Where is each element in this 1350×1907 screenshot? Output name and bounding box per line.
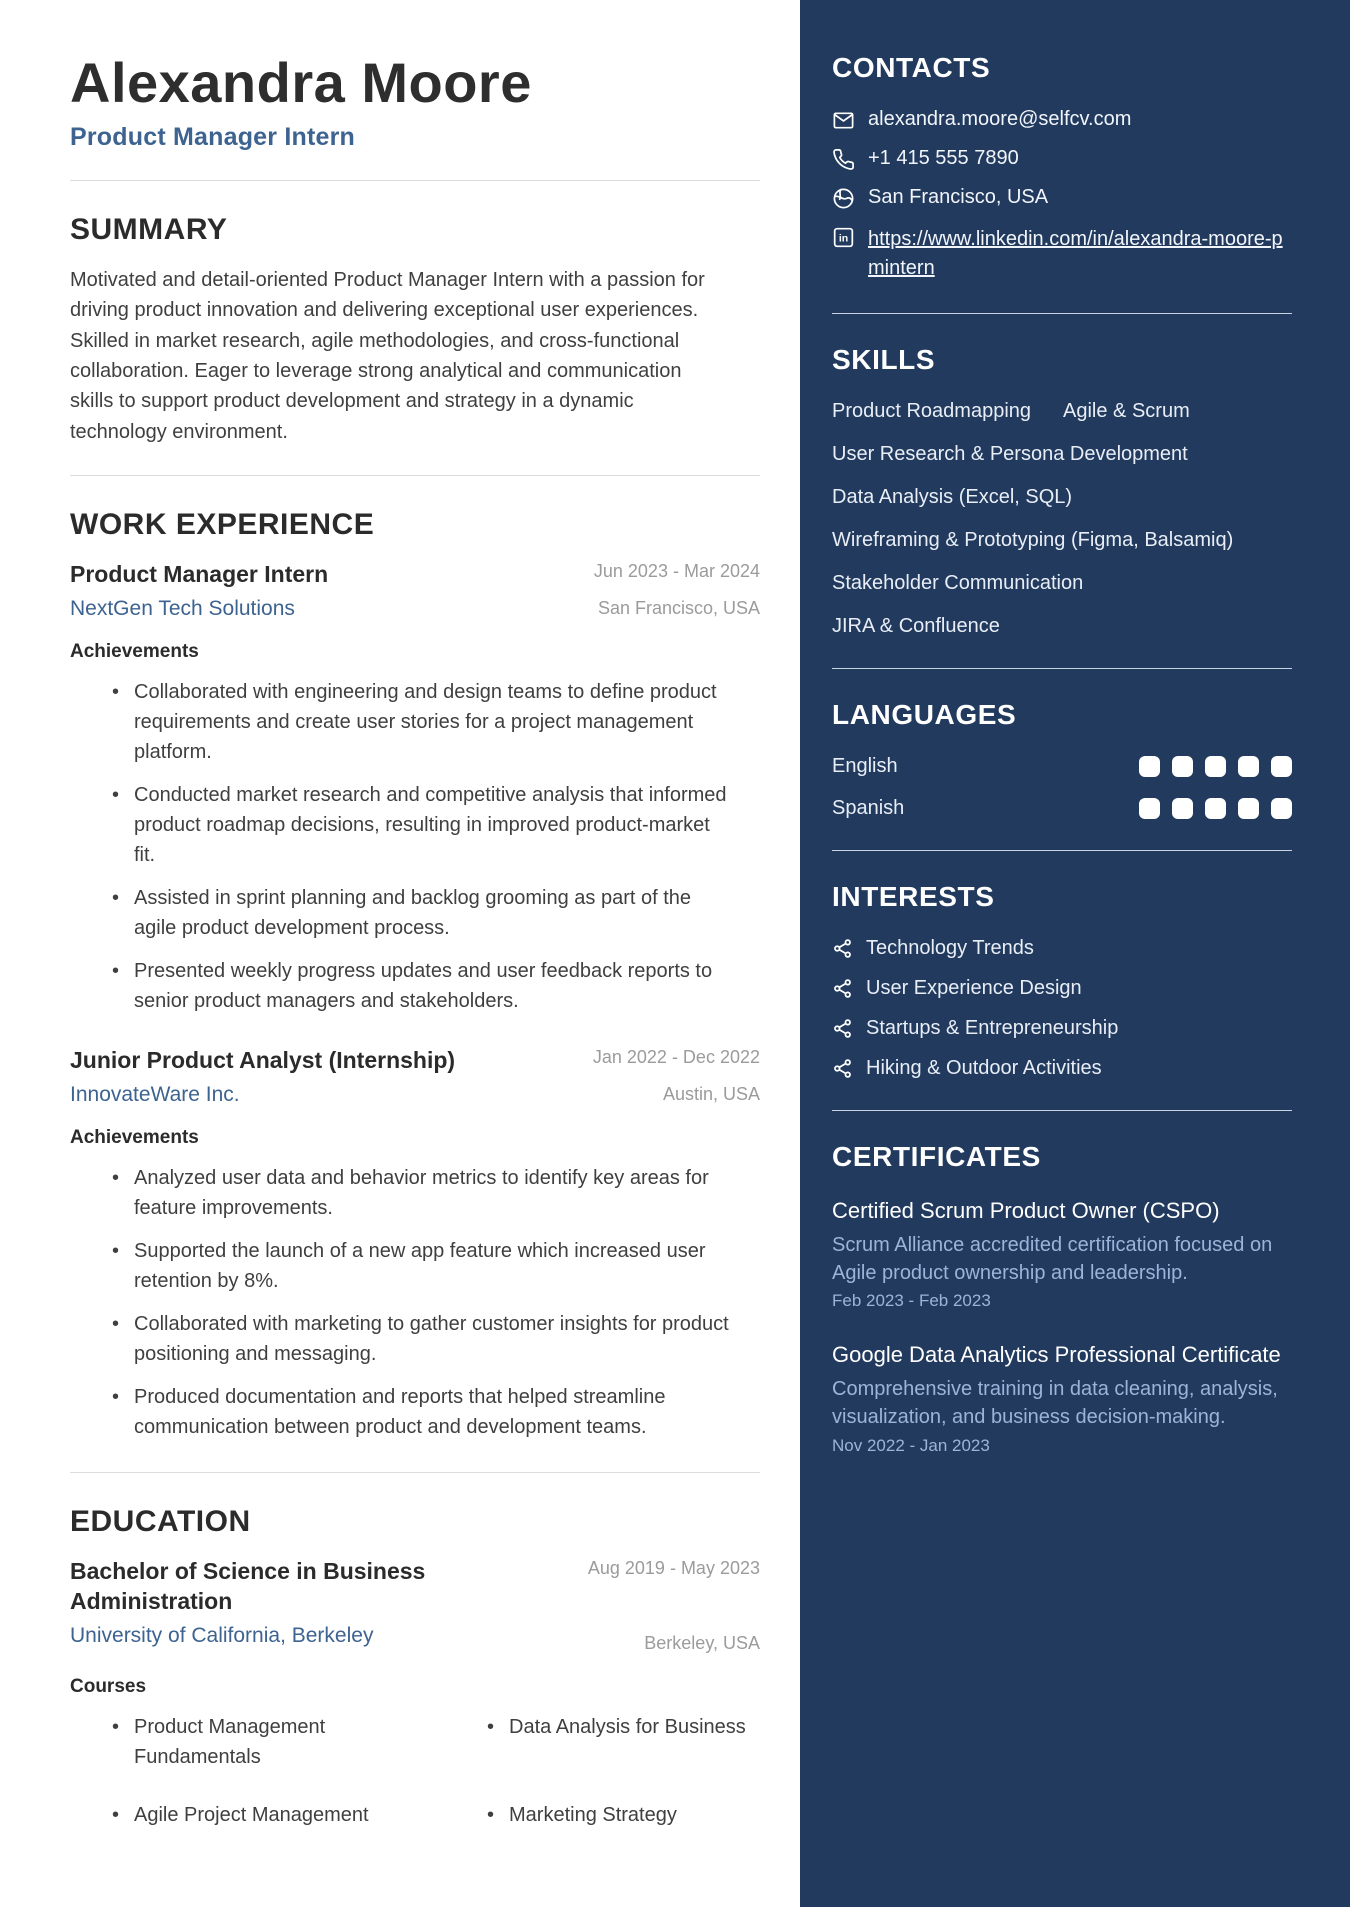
level-dot — [1172, 756, 1193, 777]
divider — [70, 475, 760, 476]
achievements-list — [70, 1163, 760, 1442]
divider — [832, 668, 1292, 669]
skill-row — [832, 400, 1292, 423]
interest-item: Technology Trends — [866, 937, 1034, 959]
sidebar — [800, 0, 1350, 1907]
skill-item: JIRA & Confluence — [832, 615, 1000, 637]
education-location: Berkeley, USA — [644, 1633, 760, 1654]
level-dot — [1139, 798, 1160, 819]
job-company: NextGen Tech Solutions — [70, 596, 295, 620]
achievement-item: • Conducted market research and competitive analysis that informed product roadmap decisions, resulting in improved product-market fit. — [70, 780, 730, 870]
course-item: • Data Analysis for Business — [445, 1712, 760, 1742]
language-row — [832, 755, 1292, 778]
job-title: Product Manager Intern — [70, 561, 329, 588]
certificate-dates: Nov 2022 - Jan 2023 — [832, 1435, 990, 1455]
job-location: San Francisco, USA — [597, 598, 760, 619]
skill-item: Product Roadmapping — [832, 400, 1032, 422]
language-name: Spanish — [832, 797, 905, 819]
interests-heading: INTERESTS — [832, 881, 995, 912]
contact-phone: +1 415 555 7890 — [868, 147, 1019, 169]
achievement-item: • Collaborated with marketing to gather customer insights for product positioning and messaging. — [70, 1309, 730, 1369]
certificate-title: Certified Scrum Product Owner (CSPO) — [832, 1198, 1220, 1223]
level-dot — [1271, 798, 1292, 819]
level-dot — [1205, 798, 1226, 819]
education-heading: EDUCATION — [70, 1504, 251, 1538]
linkedin-icon — [832, 226, 855, 249]
achievement-item: • Collaborated with engineering and design teams to define product requirements and create user stories for a project management platform. — [70, 677, 730, 767]
job-dates: Jan 2022 - Dec 2022 — [592, 1046, 760, 1067]
achievement-item: • Presented weekly progress updates and user feedback reports to senior product managers and stakeholders. — [70, 956, 730, 1016]
contact-email: alexandra.moore@selfcv.com — [868, 108, 1132, 130]
interest-row — [832, 977, 1292, 1000]
contact-linkedin-row — [832, 225, 1292, 283]
interest-row — [832, 1057, 1292, 1080]
summary-text: Motivated and detail-oriented Product Manager Intern with a passion for driving product innovation and delivering exceptional user experiences. Skilled in market research, agile methodologies, and cross-functional collaboration. Eager to leverage strong analytical and communication skills to support product development and strategy in a dynamic technology environment. — [70, 268, 705, 443]
achievement-item: • Supported the launch of a new app feature which increased user retention by 8%. — [70, 1236, 730, 1296]
phone-icon — [832, 148, 855, 171]
level-dot — [1205, 756, 1226, 777]
network-nodes-icon — [832, 1018, 853, 1039]
achievement-item: • Analyzed user data and behavior metrics to identify key areas for feature improvements. — [70, 1163, 730, 1223]
language-row — [832, 797, 1292, 820]
education-entry — [70, 1557, 760, 1830]
person-title: Product Manager Intern — [70, 122, 355, 151]
network-nodes-icon — [832, 978, 853, 999]
skill-item: User Research & Persona Development — [832, 443, 1188, 465]
achievements-list — [70, 677, 760, 1016]
contact-location: San Francisco, USA — [868, 186, 1049, 208]
job-dates: Jun 2023 - Mar 2024 — [593, 561, 760, 582]
interest-item: Hiking & Outdoor Activities — [866, 1057, 1102, 1079]
education-dates: Aug 2019 - May 2023 — [587, 1557, 760, 1578]
svg-text:in: in — [838, 232, 849, 245]
skill-item: Data Analysis (Excel, SQL) — [832, 486, 1073, 508]
network-nodes-icon — [832, 1058, 853, 1079]
language-level-indicator — [1139, 798, 1292, 819]
course-item: • Agile Project Management — [70, 1800, 445, 1830]
courses-label: Courses — [70, 1675, 147, 1697]
divider — [70, 1472, 760, 1473]
skill-item: Agile & Scrum — [1063, 400, 1190, 422]
divider — [832, 313, 1292, 314]
contacts-heading: CONTACTS — [832, 52, 991, 83]
contact-location-row — [832, 186, 1292, 210]
level-dot — [1271, 756, 1292, 777]
certificate-entry — [832, 1341, 1292, 1455]
work-entry — [70, 560, 760, 1016]
divider — [70, 180, 760, 181]
achievements-label: Achievements — [70, 640, 199, 662]
globe-icon — [832, 187, 855, 210]
level-dot — [1238, 756, 1259, 777]
linkedin-link[interactable]: https://www.linkedin.com/in/alexandra-moore-pmintern — [868, 228, 1283, 279]
network-nodes-icon — [832, 938, 853, 959]
school-name: University of California, Berkeley — [70, 1623, 374, 1647]
certificate-entry — [832, 1197, 1292, 1311]
certificate-description: Scrum Alliance accredited certification focused on Agile product ownership and leadership. — [832, 1233, 1273, 1284]
divider — [832, 850, 1292, 851]
level-dot — [1238, 798, 1259, 819]
certificate-description: Comprehensive training in data cleaning, analysis, visualization, and business decision-making. — [832, 1377, 1278, 1429]
work-experience-heading: WORK EXPERIENCE — [70, 508, 375, 542]
contact-phone-row — [832, 147, 1292, 171]
interest-row — [832, 1017, 1292, 1040]
achievement-item: • Assisted in sprint planning and backlog grooming as part of the agile product development process. — [70, 883, 730, 943]
certificate-title: Google Data Analytics Professional Certificate — [832, 1342, 1281, 1368]
achievement-item: • Produced documentation and reports that helped streamline communication between product and development teams. — [70, 1382, 730, 1442]
skills-heading: SKILLS — [832, 344, 936, 375]
interest-row — [832, 937, 1292, 960]
language-name: English — [832, 755, 898, 777]
contact-email-row — [832, 108, 1292, 132]
language-level-indicator — [1139, 756, 1292, 777]
skill-item: Stakeholder Communication — [832, 572, 1084, 594]
course-item: • Product Management Fundamentals — [70, 1712, 445, 1772]
job-company: InnovateWare Inc. — [70, 1082, 240, 1106]
person-name: Alexandra Moore — [70, 51, 532, 114]
interest-item: User Experience Design — [866, 977, 1082, 999]
interest-item: Startups & Entrepreneurship — [866, 1017, 1119, 1039]
languages-heading: LANGUAGES — [832, 699, 1017, 730]
job-title: Junior Product Analyst (Internship) — [70, 1046, 456, 1073]
degree-title: Bachelor of Science in Business Administration — [70, 1557, 426, 1614]
course-item: • Marketing Strategy — [445, 1800, 760, 1830]
skill-item: Wireframing & Prototyping (Figma, Balsamiq) — [832, 529, 1234, 551]
level-dot — [1172, 798, 1193, 819]
level-dot — [1139, 756, 1160, 777]
work-entry — [70, 1046, 760, 1442]
divider — [832, 1110, 1292, 1111]
certificate-dates: Feb 2023 - Feb 2023 — [832, 1291, 991, 1311]
achievements-label: Achievements — [70, 1126, 199, 1148]
email-icon — [832, 109, 855, 132]
job-location: Austin, USA — [662, 1084, 760, 1105]
courses-grid — [70, 1712, 760, 1830]
certificates-heading: CERTIFICATES — [832, 1141, 1041, 1172]
summary-heading: SUMMARY — [70, 212, 228, 246]
